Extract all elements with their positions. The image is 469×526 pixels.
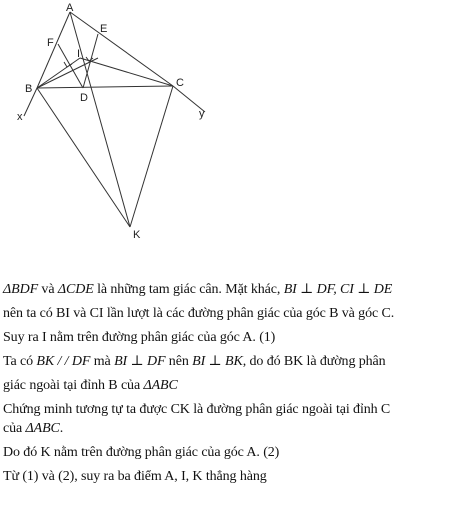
label-b: B [25, 83, 33, 95]
bk-parallel-df: BK / / DF [36, 354, 91, 369]
label-y: y [199, 108, 205, 120]
proof-line-4 [3, 352, 467, 371]
proof-line-2: nên ta có BI và CI lần lượt là các đường phân giác của góc B và góc C. [3, 306, 395, 321]
text-exterior-bisector-b: giác ngoài tại đỉnh B của [3, 378, 144, 393]
triangle-abc-1: ΔABC [143, 378, 178, 393]
segment-ci [80, 58, 173, 86]
segment-ak [70, 12, 130, 227]
text-isosceles: là những tam giác cân. Mặt khác, [93, 282, 284, 297]
label-k: K [133, 229, 141, 241]
text-period: . [59, 421, 64, 436]
bi-perp-df: BI ⊥ DF [114, 354, 166, 369]
segment-ck [130, 86, 173, 227]
geometry-figure [0, 0, 469, 262]
proof-line-6: Chứng minh tương tự ta được CK là đường phân giác ngoài tại đỉnh C [3, 402, 391, 417]
text-va: và [38, 282, 58, 297]
label-f: F [47, 37, 54, 49]
geometry-diagram [0, 0, 469, 262]
text-nen: nên [165, 354, 193, 369]
label-e: E [100, 23, 108, 35]
triangle-abc-2: ΔABC [25, 421, 60, 436]
segment-ac [70, 12, 173, 86]
segment-bc-cross [37, 58, 98, 88]
segment-bc [37, 86, 173, 88]
triangle-bdf: ΔBDF [3, 282, 39, 297]
segment-bk [37, 88, 130, 227]
proof-line-1 [3, 280, 467, 299]
label-c: C [176, 77, 184, 89]
perp-relations: BI ⊥ DF, CI ⊥ DE [283, 282, 393, 297]
proof-line-7 [3, 419, 467, 438]
proof-text [3, 280, 467, 491]
label-a: A [66, 2, 74, 14]
text-ma: mà [90, 354, 115, 369]
triangle-cde: ΔCDE [57, 282, 94, 297]
text-cua: của [3, 421, 26, 436]
bi-perp-bk: BI ⊥ BK [192, 354, 243, 369]
label-x: x [17, 111, 23, 123]
proof-line-8: Do đó K nằm trên đường phân giác của góc A. (2) [3, 445, 280, 460]
label-i: I [77, 48, 81, 60]
proof-line-9: Từ (1) và (2), suy ra ba điểm A, I, K thẳng hàng [3, 469, 267, 484]
proof-line-3: Suy ra I nằm trên đường phân giác của góc A. (1) [3, 330, 276, 345]
text-ta-co: Ta có [3, 354, 37, 369]
text-conclusion-bk: , do đó BK là đường phân [242, 354, 386, 369]
label-d: D [80, 92, 88, 104]
proof-line-5 [3, 376, 467, 395]
